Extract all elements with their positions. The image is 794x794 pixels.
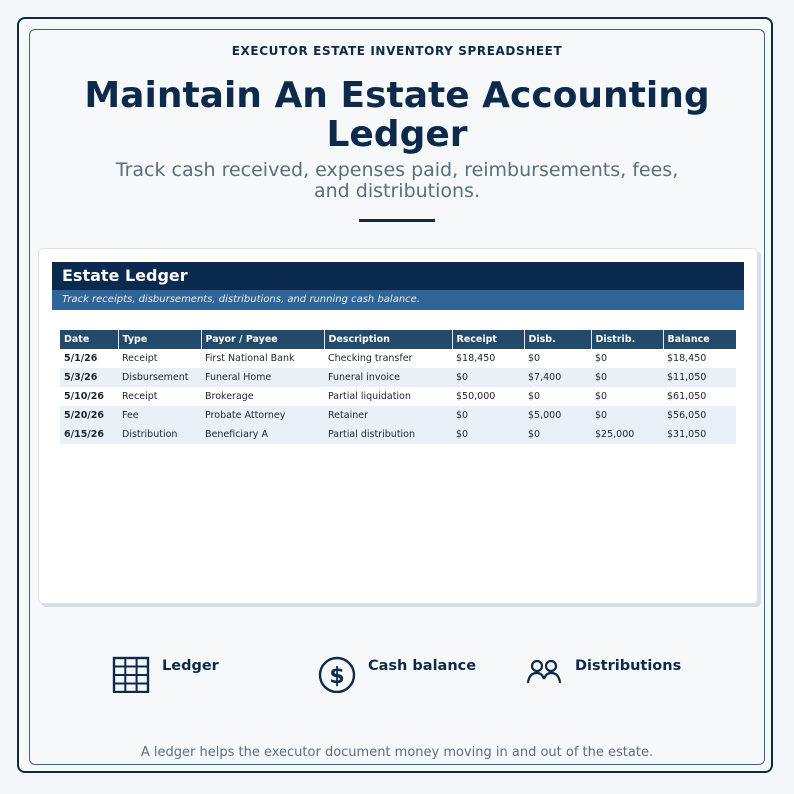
cell-receipt[interactable]: $18,450: [456, 353, 496, 364]
cell-description[interactable]: Retainer: [324, 406, 452, 425]
cell-payor-payee[interactable]: Beneficiary A: [201, 425, 324, 444]
cell-disbursement[interactable]: $0: [524, 425, 591, 444]
column-header-distribution[interactable]: Distrib.: [591, 330, 663, 349]
cell-disbursement[interactable]: $5,000: [524, 406, 591, 425]
cell-date[interactable]: 5/20/26: [60, 406, 118, 425]
page-subtitle: Track cash received, expenses paid, reimbursements, fees, and distributions.: [115, 159, 679, 202]
cell-balance[interactable]: $56,050: [663, 406, 736, 425]
cell-distribution[interactable]: $0: [595, 391, 608, 402]
grid-icon: [112, 655, 150, 693]
cell-balance[interactable]: $31,050: [663, 425, 736, 444]
column-header-type[interactable]: Type: [118, 330, 201, 349]
table-row[interactable]: [60, 387, 736, 406]
cell-balance[interactable]: $18,450: [667, 353, 707, 364]
footer-note: A ledger helps the executor document money moving in and out of the estate.: [140, 745, 654, 760]
cell-balance[interactable]: $11,050: [663, 368, 736, 387]
cell-disbursement[interactable]: $0: [528, 391, 541, 402]
cell-type[interactable]: Disbursement: [118, 368, 201, 387]
dollar-icon: [318, 655, 356, 693]
cell-description[interactable]: Partial distribution: [324, 425, 452, 444]
table-row[interactable]: [60, 368, 736, 387]
column-header-date[interactable]: Date: [60, 330, 118, 349]
column-header-payor-payee[interactable]: Payor / Payee: [201, 330, 324, 349]
cell-date[interactable]: 5/10/26: [64, 391, 104, 402]
svg-text:$: $: [329, 664, 345, 689]
feature-label: Cash balance: [368, 658, 477, 674]
cell-disbursement[interactable]: $7,400: [524, 368, 591, 387]
column-header-balance[interactable]: Balance: [663, 330, 736, 349]
cell-payor-payee[interactable]: Brokerage: [205, 391, 254, 402]
feature-label: Distributions: [575, 658, 682, 674]
ledger-subtitle: Track receipts, disbursements, distributions, and running cash balance.: [52, 290, 744, 310]
cell-receipt[interactable]: $50,000: [456, 391, 496, 402]
cell-date[interactable]: 6/15/26: [60, 425, 118, 444]
cell-type[interactable]: Receipt: [122, 391, 158, 402]
eyebrow-label: EXECUTOR ESTATE INVENTORY SPREADSHEET: [231, 44, 563, 58]
ledger-table: [60, 330, 736, 444]
cell-date[interactable]: 5/3/26: [60, 368, 118, 387]
cell-distribution[interactable]: $0: [595, 353, 608, 364]
table-row[interactable]: [60, 425, 736, 444]
table-header-row: [60, 330, 736, 349]
cell-payor-payee[interactable]: Probate Attorney: [201, 406, 324, 425]
column-header-receipt[interactable]: Receipt: [452, 330, 524, 349]
cell-distribution[interactable]: $0: [591, 406, 663, 425]
cell-receipt[interactable]: $0: [452, 425, 524, 444]
column-header-description[interactable]: Description: [324, 330, 452, 349]
table-row[interactable]: [60, 349, 736, 368]
cell-receipt[interactable]: $0: [452, 368, 524, 387]
cell-distribution[interactable]: $25,000: [591, 425, 663, 444]
people-icon: [525, 655, 563, 693]
cell-payor-payee[interactable]: First National Bank: [205, 353, 295, 364]
cell-receipt[interactable]: $0: [452, 406, 524, 425]
feature-label: Ledger: [162, 658, 219, 674]
cell-date[interactable]: 5/1/26: [64, 353, 98, 364]
cell-distribution[interactable]: $0: [591, 368, 663, 387]
page-title: Maintain An Estate Accounting Ledger: [84, 75, 710, 155]
cell-type[interactable]: Distribution: [118, 425, 201, 444]
ledger-card: [38, 248, 758, 604]
column-header-disbursement[interactable]: Disb.: [524, 330, 591, 349]
cell-balance[interactable]: $61,050: [667, 391, 707, 402]
table-row[interactable]: [60, 406, 736, 425]
ledger-title: Estate Ledger: [52, 262, 744, 290]
title-divider: [359, 219, 435, 222]
cell-description[interactable]: Checking transfer: [328, 353, 413, 364]
cell-type[interactable]: Fee: [118, 406, 201, 425]
cell-type[interactable]: Receipt: [122, 353, 158, 364]
cell-description[interactable]: Funeral invoice: [324, 368, 452, 387]
cell-disbursement[interactable]: $0: [528, 353, 541, 364]
cell-payor-payee[interactable]: Funeral Home: [201, 368, 324, 387]
feature-row: [0, 650, 794, 700]
cell-description[interactable]: Partial liquidation: [328, 391, 411, 402]
